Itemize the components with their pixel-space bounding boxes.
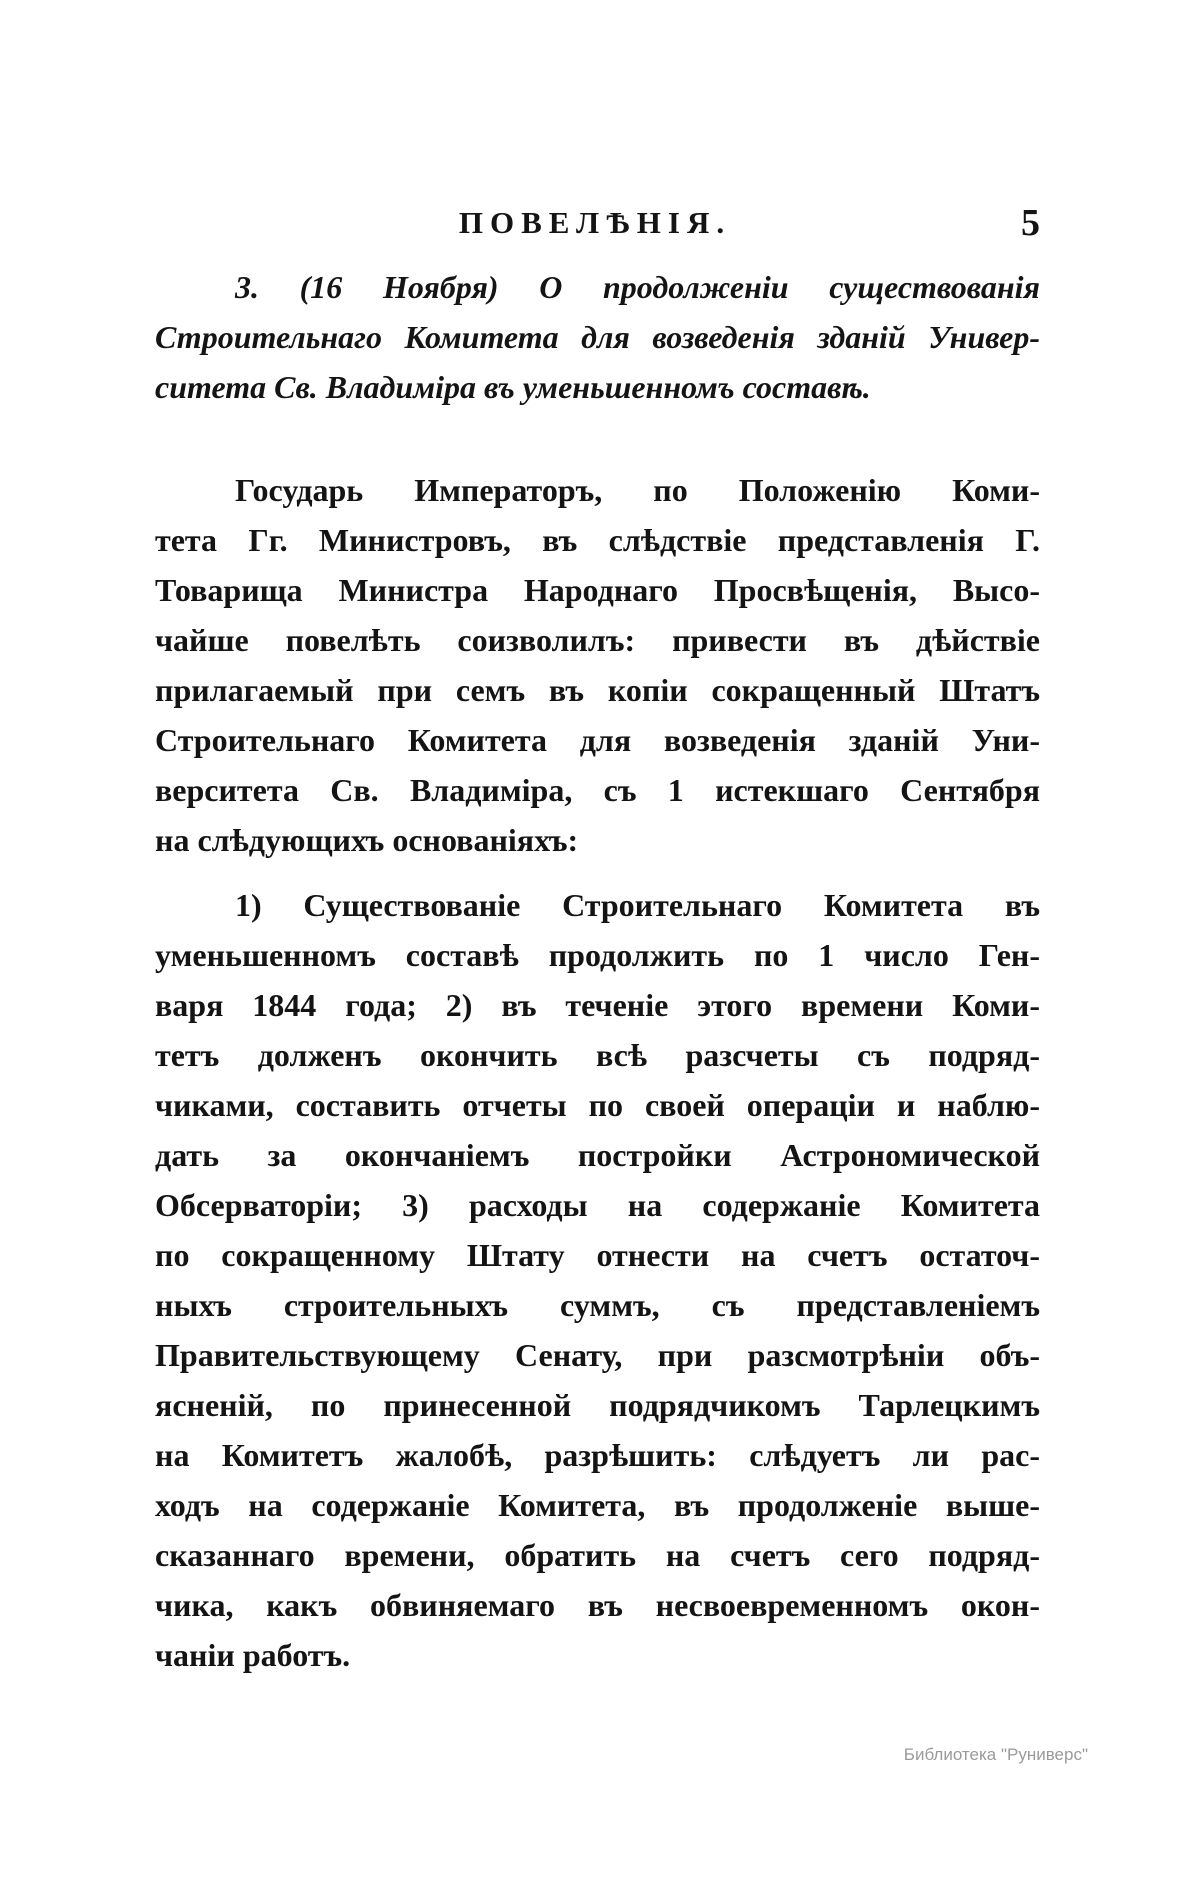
paragraph-line: Государь Императоръ, по Положенію Коми- (235, 472, 1040, 508)
paragraph-line: прилагаемый при семъ въ копіи сокращенный Штатъ (155, 672, 1040, 708)
paragraph-line: чаніи работъ. (155, 1637, 351, 1673)
paragraph-line: Обсерваторіи; 3) расходы на содержаніе Комитета (155, 1187, 1040, 1223)
heading-line: ситета Св. Владиміра въ уменьшенномъ составѣ. (155, 369, 871, 405)
paragraph-line: Товарища Министра Народнаго Просвѣщенія, Высо- (155, 572, 1040, 608)
page-header (150, 202, 1040, 255)
paragraph-line: Правительствующему Сенату, при разсмотрѣніи объ- (155, 1337, 1040, 1373)
paragraph-line: ясненій, по принесенной подрядчикомъ Тарлецкимъ (155, 1387, 1040, 1423)
paragraph-line: сказаннаго времени, обратить на счетъ сего подряд- (155, 1537, 1040, 1573)
paragraph-line: 1) Существованіе Строительнаго Комитета въ (235, 887, 1040, 923)
paragraph-line: ныхъ строительныхъ суммъ, съ представленіемъ (155, 1287, 1040, 1323)
paragraph-line: варя 1844 года; 2) въ теченіе этого времени Коми- (155, 987, 1040, 1023)
paragraph-provisions (155, 880, 1040, 1680)
paragraph-decree (155, 465, 1040, 865)
paragraph-line: верситета Св. Владиміра, съ 1 истекшаго Сентября (155, 772, 1040, 808)
paragraph-line: по сокращенному Штату отнести на счетъ остаточ- (155, 1237, 1040, 1273)
paragraph-line: чиками, составить отчеты по своей операціи и наблю- (155, 1087, 1040, 1123)
paragraph-line: дать за окончаніемъ постройки Астрономической (155, 1137, 1040, 1173)
paragraph-line: чайше повелѣть соизволилъ: привести въ дѣйствіе (155, 622, 1040, 658)
paragraph-line: на Комитетъ жалобѣ, разрѣшить: слѣдуетъ ли рас- (155, 1437, 1040, 1473)
paragraph-line: на слѣдующихъ основаніяхъ: (155, 822, 579, 858)
heading-line: 3. (16 Ноября) О продолженіи существованія (235, 269, 1040, 305)
paragraph-line: тета Гг. Министровъ, въ слѣдствіе представленія Г. (155, 522, 1040, 558)
decree-heading (155, 262, 1040, 412)
paragraph-line: Строительнаго Комитета для возведенія зданій Уни- (155, 722, 1040, 758)
paragraph-line: уменьшенномъ составѣ продолжить по 1 число Ген- (155, 937, 1040, 973)
library-watermark: Библиотека "Руниверс" (903, 1745, 1088, 1764)
paragraph-line: ходъ на содержаніе Комитета, въ продолженіе выше- (155, 1487, 1040, 1523)
paragraph-line: чика, какъ обвиняемаго въ несвоевременномъ окон- (155, 1587, 1040, 1623)
running-head: ПОВЕЛѢНІЯ. (458, 205, 732, 240)
heading-line: Строительнаго Комитета для возведенія зданій Универ- (155, 319, 1040, 355)
paragraph-line: тетъ долженъ окончить всѣ разсчеты съ подряд- (155, 1037, 1040, 1073)
page-number: 5 (1021, 202, 1040, 244)
